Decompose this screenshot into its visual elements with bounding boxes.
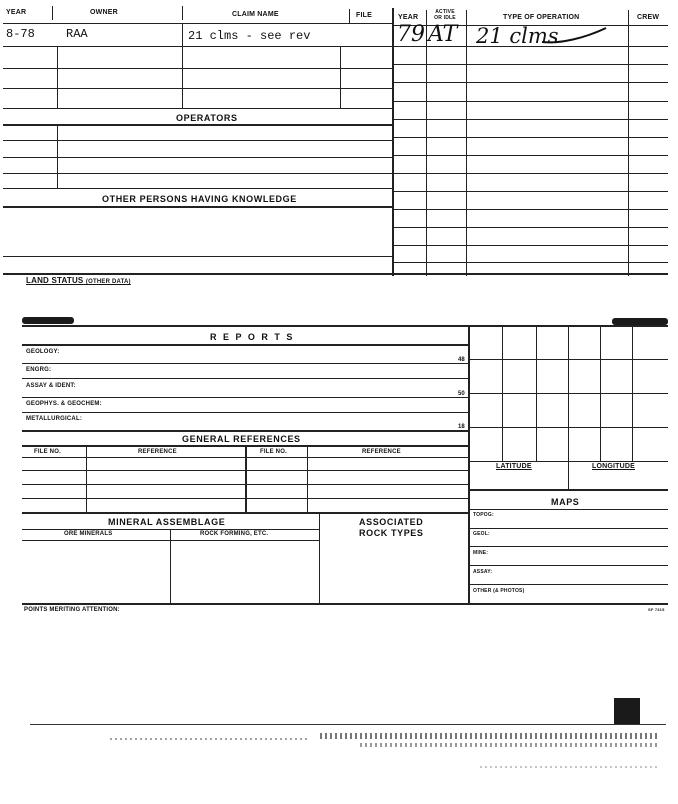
row-line [3, 188, 392, 189]
row-line [22, 397, 468, 398]
row-line [3, 88, 392, 89]
tick [52, 6, 53, 20]
tick [182, 6, 183, 20]
col-line [57, 124, 58, 188]
right-row [392, 227, 668, 228]
col-divider-active [466, 10, 467, 276]
lower-bottom-rule [22, 603, 668, 605]
land-status-sub: (OTHER DATA) [85, 279, 131, 285]
lower-center-divider [468, 325, 470, 603]
report-geology-num: 48 [458, 357, 465, 363]
scan-noise [360, 743, 660, 747]
row-line [468, 528, 668, 529]
right-row [392, 46, 668, 47]
gr-file-no-2: FILE NO. [260, 449, 287, 455]
header-claim-name: CLAIM NAME [232, 11, 279, 18]
col-line [86, 445, 87, 512]
row-line [468, 565, 668, 566]
longitude-label: LONGITUDE [592, 463, 636, 470]
handwritten-year: 79 [397, 22, 425, 47]
col-line [182, 23, 183, 108]
top-section-bottom-rule [3, 273, 668, 275]
col-line [57, 46, 58, 108]
maps-geol: GEOL: [473, 531, 490, 537]
grid-h [468, 461, 668, 462]
report-metallurgical: METALLURGICAL: [26, 416, 83, 422]
row-line [3, 256, 392, 257]
mineral-assemblage-heading: MINERAL ASSEMBLAGE [108, 517, 226, 527]
right-row [392, 173, 668, 174]
lower-top-rule [22, 325, 668, 327]
right-row [392, 101, 668, 102]
row-line [3, 157, 392, 158]
scan-noise [110, 738, 310, 740]
tick [349, 9, 350, 23]
center-divider [392, 8, 394, 276]
header-owner: OWNER [90, 9, 118, 16]
header-crew: CREW [637, 14, 660, 21]
associated-heading: ASSOCIATED [359, 517, 424, 527]
handwritten-active: AT [428, 22, 458, 47]
row-line [468, 584, 668, 585]
report-metallurgical-num: 18 [458, 424, 465, 430]
land-status-label: LAND STATUS [26, 276, 84, 285]
rock-types-heading: ROCK TYPES [359, 528, 424, 538]
scan-blot [22, 317, 74, 324]
scan-blot [612, 318, 668, 325]
header-type-of-operation: TYPE OF OPERATION [503, 14, 580, 21]
grid-h [468, 359, 668, 360]
header-file: FILE [356, 12, 372, 19]
operators-rule [3, 124, 392, 126]
gr-file-no: FILE NO. [34, 449, 61, 455]
row-line [22, 430, 468, 432]
row-line [468, 509, 668, 510]
land-status-heading [26, 276, 131, 285]
general-refs-bottom [22, 512, 468, 514]
row-line [3, 68, 392, 69]
grid-bottom [468, 489, 668, 491]
col-line [170, 529, 171, 603]
row-line [3, 173, 392, 174]
other-persons-heading: OTHER PERSONS HAVING KNOWLEDGE [102, 194, 297, 204]
header-year: YEAR [6, 9, 27, 16]
reports-rule [22, 344, 468, 346]
latitude-label: LATITUDE [496, 463, 532, 470]
right-row [392, 209, 668, 210]
handwritten-stroke [540, 24, 610, 46]
grid-h [468, 427, 668, 428]
maps-topog: TOPOG: [473, 512, 494, 518]
right-row [392, 155, 668, 156]
header-year-2: YEAR [398, 14, 419, 21]
report-assay: ASSAY & IDENT: [26, 383, 76, 389]
scan-noise [480, 766, 660, 768]
col-line [245, 445, 247, 512]
col-line [307, 445, 308, 512]
other-persons-rule [3, 206, 392, 208]
row1-claim-name: 21 clms - see rev [188, 29, 311, 43]
grid-v [568, 325, 569, 489]
row-line [3, 46, 392, 47]
report-assay-num: 50 [458, 391, 465, 397]
points-meriting-attention: POINTS MERITING ATTENTION: [24, 607, 120, 613]
general-references-heading: GENERAL REFERENCES [182, 434, 301, 444]
header-active-or-idle: ACTIVE OR IDLE [434, 9, 456, 21]
grid-h [468, 393, 668, 394]
form-number: SF 7315 [648, 607, 665, 612]
report-engrg: ENGRG: [26, 367, 52, 373]
maps-mine: MINE: [473, 550, 489, 556]
handwritten-type: 21 clms [476, 24, 559, 48]
operators-heading: OPERATORS [176, 113, 238, 123]
right-row [392, 82, 668, 83]
row-line [22, 378, 468, 379]
row-line [22, 363, 468, 364]
bottom-edge-line [30, 724, 666, 725]
row-line [3, 140, 392, 141]
col-line [340, 46, 341, 108]
right-row [392, 137, 668, 138]
right-row [392, 262, 668, 263]
right-row [392, 64, 668, 65]
report-geophys: GEOPHYS. & GEOCHEM: [26, 401, 102, 407]
scan-noise [320, 733, 660, 739]
gr-reference: REFERENCE [138, 449, 177, 455]
header-rule-left [3, 23, 392, 24]
maps-other: OTHER (& PHOTOS) [473, 588, 525, 594]
rock-forming: ROCK FORMING, ETC. [200, 531, 269, 537]
reports-heading: R E P O R T S [210, 332, 295, 342]
right-row [392, 119, 668, 120]
ore-minerals: ORE MINERALS [64, 531, 113, 537]
registration-mark [614, 698, 640, 724]
maps-heading: MAPS [551, 497, 580, 507]
right-row [392, 245, 668, 246]
col-divider-crew [628, 10, 629, 276]
right-row [392, 191, 668, 192]
row-line [22, 412, 468, 413]
report-geology: GEOLOGY: [26, 349, 60, 355]
row-line [468, 546, 668, 547]
row1-year: 8-78 [6, 27, 35, 41]
gr-reference-2: REFERENCE [362, 449, 401, 455]
col-divider-year [426, 10, 427, 276]
maps-assay: ASSAY: [473, 569, 493, 575]
row1-owner: RAA [66, 27, 88, 41]
row-line [3, 108, 392, 109]
col-line [319, 512, 320, 603]
